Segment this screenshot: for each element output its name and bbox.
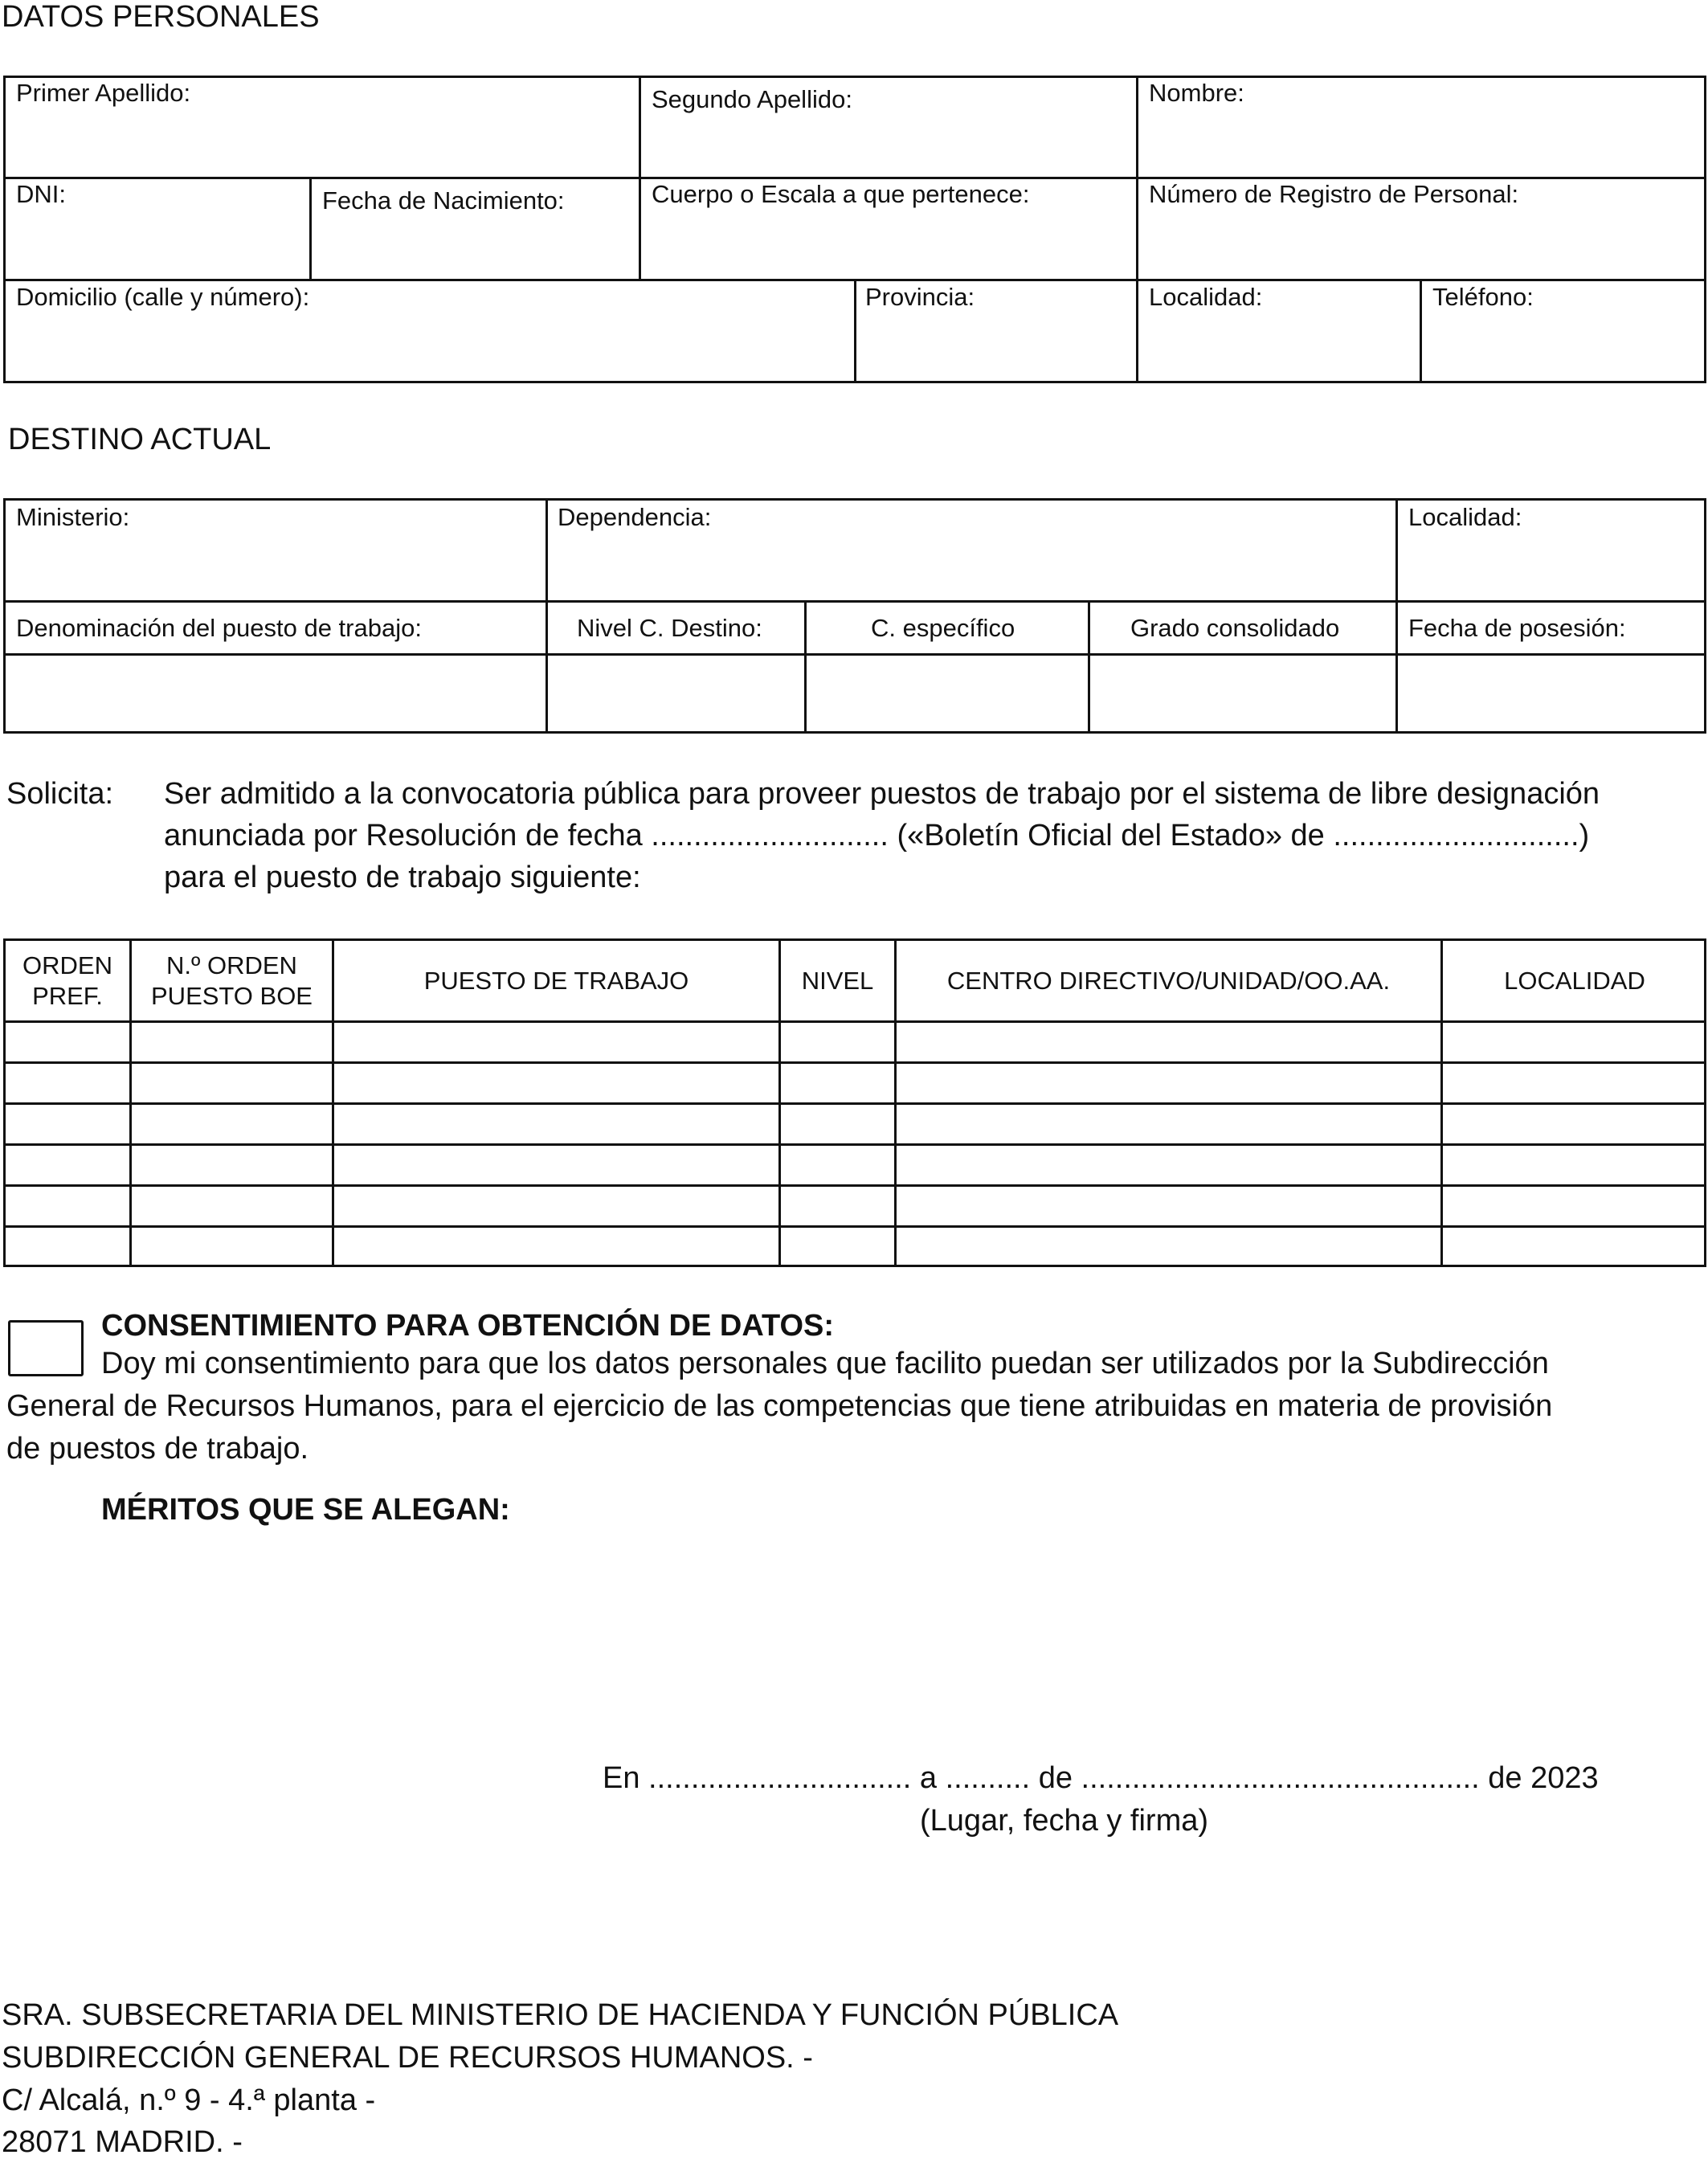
field-provincia[interactable]: Provincia: [865,283,975,311]
consent-checkbox[interactable] [8,1320,84,1376]
row-divider [3,1102,1706,1105]
row-divider [3,600,1706,603]
field-dni[interactable]: DNI: [16,180,66,208]
header-boe-line-2: PUESTO BOE [151,981,313,1010]
field-domicilio[interactable]: Domicilio (calle y número): [16,283,310,311]
meritos-title: MÉRITOS QUE SE ALEGAN: [101,1493,510,1527]
solicita-text [164,773,1600,898]
field-ministerio[interactable]: Ministerio: [16,503,130,531]
col-divider [1420,279,1422,383]
firma-line: En ............................... a .......... de ............................................... de 2023 [603,1761,1599,1795]
col-divider [309,177,312,279]
address-line-1: SRA. SUBSECRETARIA DEL MINISTERIO DE HACIENDA Y FUNCIÓN PÚBLICA [2,1998,1119,2032]
field-complemento-especifico[interactable]: C. específico [871,614,1015,642]
col-divider [1395,498,1398,734]
consent-line-2: General de Recursos Humanos, para el ejercicio de las competencias que tiene atribuidas en materia de provisión [6,1389,1553,1423]
header-orden-pref [6,941,129,1020]
field-primer-apellido[interactable]: Primer Apellido: [16,79,191,107]
section-title-destino-actual: DESTINO ACTUAL [8,423,272,456]
header-localidad: LOCALIDAD [1504,966,1645,995]
field-destino-localidad[interactable]: Localidad: [1408,503,1522,531]
row-divider [3,1225,1706,1228]
field-nivel-destino[interactable]: Nivel C. Destino: [577,614,762,642]
row-divider [3,1061,1706,1064]
header-orden-line-2: PREF. [32,981,103,1010]
header-orden-boe [132,941,332,1020]
row-divider [3,1020,1706,1023]
col-divider [804,600,807,734]
field-telefono[interactable]: Teléfono: [1432,283,1534,311]
col-divider [854,279,856,383]
section-title-datos-personales: DATOS PERSONALES [2,0,320,34]
col-divider [1136,76,1138,383]
solicita-line-3: para el puesto de trabajo siguiente: [164,861,641,894]
header-boe-line-1: N.º ORDEN [166,951,297,979]
row-divider [3,653,1706,656]
address-line-4: 28071 MADRID. - [2,2125,243,2159]
field-fecha-posesion[interactable]: Fecha de posesión: [1408,614,1626,642]
header-orden-line-1: ORDEN [22,951,112,979]
firma-caption: (Lugar, fecha y firma) [920,1804,1209,1838]
field-numero-registro[interactable]: Número de Registro de Personal: [1149,180,1519,208]
solicita-line-1: Ser admitido a la convocatoria pública para proveer puestos de trabajo por el sistema de libre designación [164,777,1600,811]
field-nombre[interactable]: Nombre: [1149,79,1244,107]
field-cuerpo-escala[interactable]: Cuerpo o Escala a que pertenece: [652,180,1030,208]
consent-line-3: de puestos de trabajo. [6,1432,309,1466]
col-divider [1088,600,1090,734]
solicita-label: Solicita: [6,777,114,811]
row-divider [3,1143,1706,1146]
header-nivel: NIVEL [801,966,874,995]
field-localidad[interactable]: Localidad: [1149,283,1263,311]
col-divider [639,76,641,279]
consent-line-1: Doy mi consentimiento para que los datos personales que facilito puedan ser utilizados por la Subdirección [101,1347,1549,1380]
row-divider [3,1184,1706,1187]
address-line-3: C/ Alcalá, n.º 9 - 4.ª planta - [2,2083,376,2117]
solicita-line-2: anunciada por Resolución de fecha ............................ («Boletín Oficial del Estado» de .............................) [164,819,1590,853]
field-fecha-nacimiento[interactable]: Fecha de Nacimiento: [322,186,565,215]
field-segundo-apellido[interactable]: Segundo Apellido: [652,85,852,113]
header-centro-directivo: CENTRO DIRECTIVO/UNIDAD/OO.AA. [946,966,1391,995]
header-puesto-trabajo: PUESTO DE TRABAJO [423,966,689,995]
row-divider [3,177,1706,179]
field-dependencia[interactable]: Dependencia: [558,503,712,531]
field-denominacion-puesto[interactable]: Denominación del puesto de trabajo: [16,614,422,642]
col-divider [545,498,548,734]
address-line-2: SUBDIRECCIÓN GENERAL DE RECURSOS HUMANOS. - [2,2041,813,2075]
consent-title: CONSENTIMIENTO PARA OBTENCIÓN DE DATOS: [101,1309,835,1343]
field-grado-consolidado[interactable]: Grado consolidado [1130,614,1340,642]
